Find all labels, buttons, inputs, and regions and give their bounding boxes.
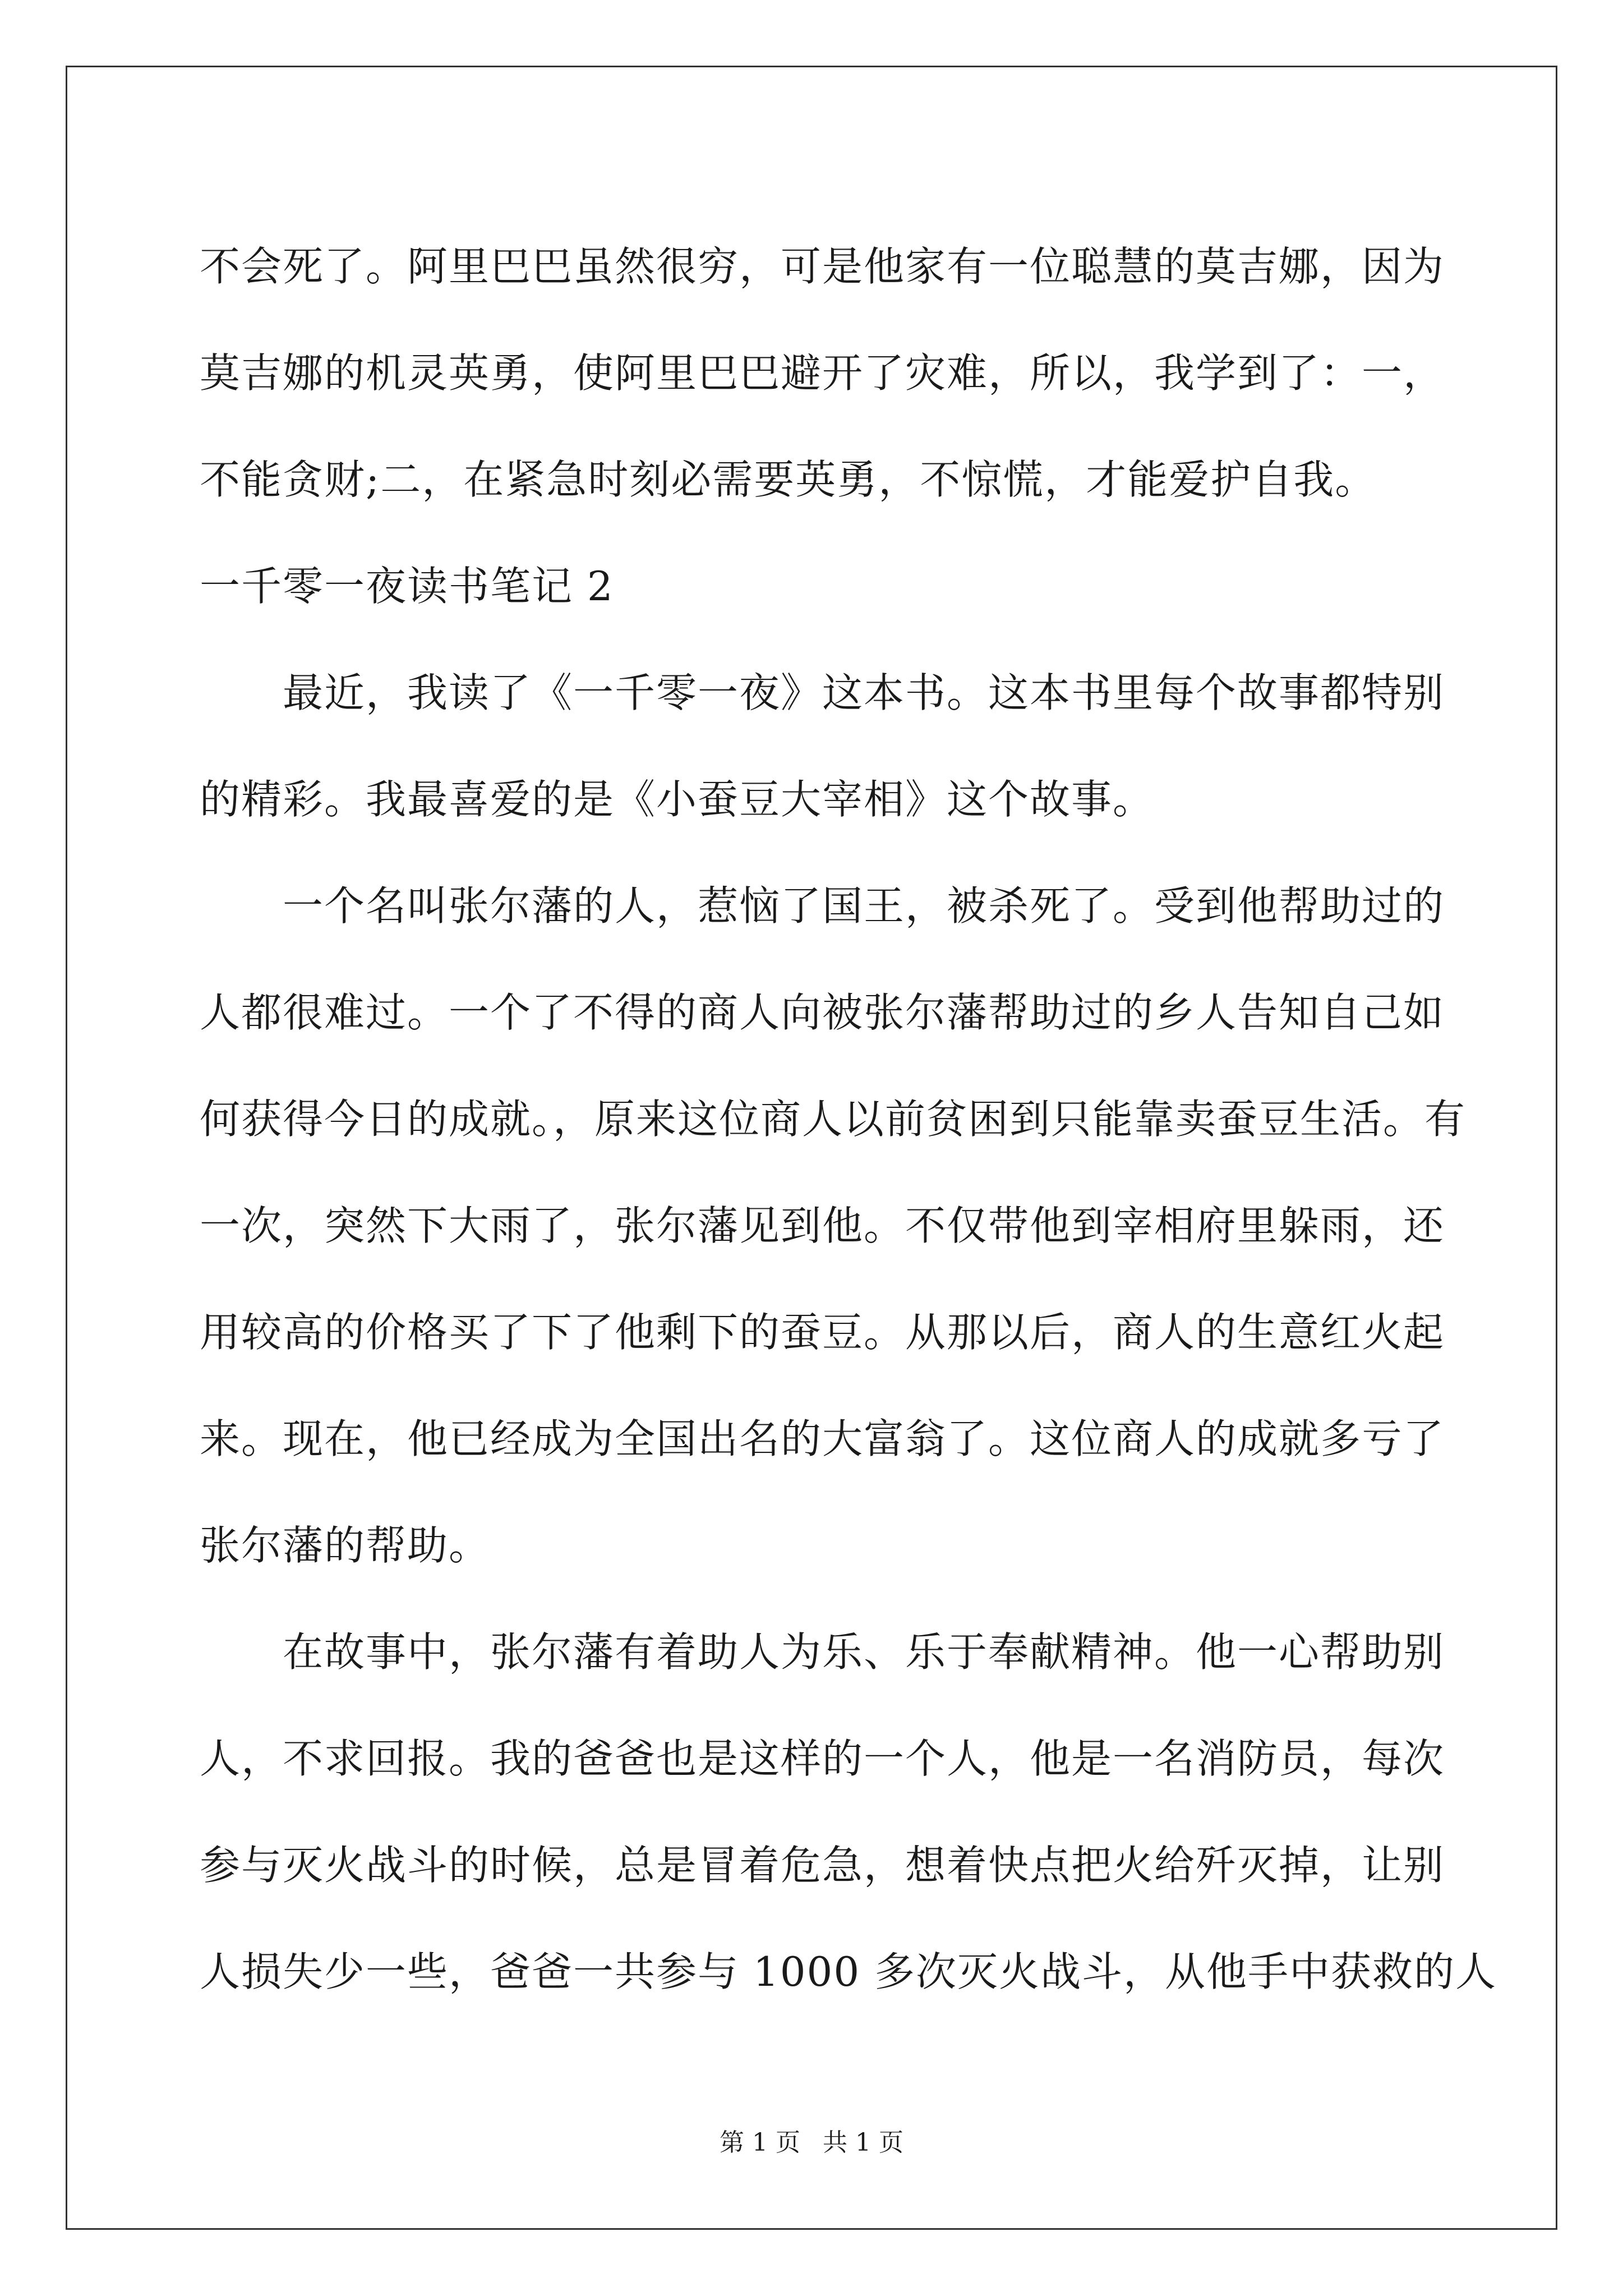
text-line: 人损失少一些，爸爸一共参与 1000 多次灭火战斗，从他手中获救的人 <box>200 1948 1497 1995</box>
text-line: 张尔藩的帮助。 <box>200 1522 491 1569</box>
text-line: 一次，突然下大雨了，张尔藩见到他。不仅带他到宰相府里躲雨，还 <box>200 1202 1445 1249</box>
text-line: 人，不求回报。我的爸爸也是这样的一个人，他是一名消防员，每次 <box>200 1735 1445 1782</box>
text-line: 一千零一夜读书笔记 2 <box>200 563 614 610</box>
page-number: 第 1 页 <box>720 2128 800 2157</box>
text-line: 何获得今日的成就。，原来这位商人以前贫困到只能靠卖蚕豆生活。有 <box>200 1096 1467 1143</box>
text-line: 不能贪财;二，在紧急时刻必需要英勇，不惊慌，才能爱护自我。 <box>200 456 1377 503</box>
text-line: 不会死了。阿里巴巴虽然很穷，可是他家有一位聪慧的莫吉娜，因为 <box>200 243 1445 290</box>
text-line: 的精彩。我最喜爱的是《小蚕豆大宰相》这个故事。 <box>200 776 1155 823</box>
text-line: 一个名叫张尔藩的人，惹恼了国王，被杀死了。受到他帮助过的 <box>283 882 1445 930</box>
document-body <box>200 213 1497 2025</box>
text-line: 用较高的价格买了下了他剩下的蚕豆。从那以后，商人的生意红火起 <box>200 1309 1445 1356</box>
text-line: 在故事中，张尔藩有着助人为乐、乐于奉献精神。他一心帮助别 <box>283 1628 1445 1676</box>
text-line: 莫吉娜的机灵英勇，使阿里巴巴避开了灾难，所以，我学到了：一， <box>200 349 1445 397</box>
text-line: 来。现在，他已经成为全国出名的大富翁了。这位商人的成就多亏了 <box>200 1415 1445 1462</box>
page-footer <box>0 2126 1623 2160</box>
text-line: 人都很难过。一个了不得的商人向被张尔藩帮助过的乡人告知自己如 <box>200 989 1445 1036</box>
text-line: 参与灭火战斗的时候，总是冒着危急，想着快点把火给歼灭掉，让别 <box>200 1842 1445 1889</box>
text-line: 最近，我读了《一千零一夜》这本书。这本书里每个故事都特别 <box>283 669 1445 716</box>
page-total: 共 1 页 <box>823 2128 903 2157</box>
